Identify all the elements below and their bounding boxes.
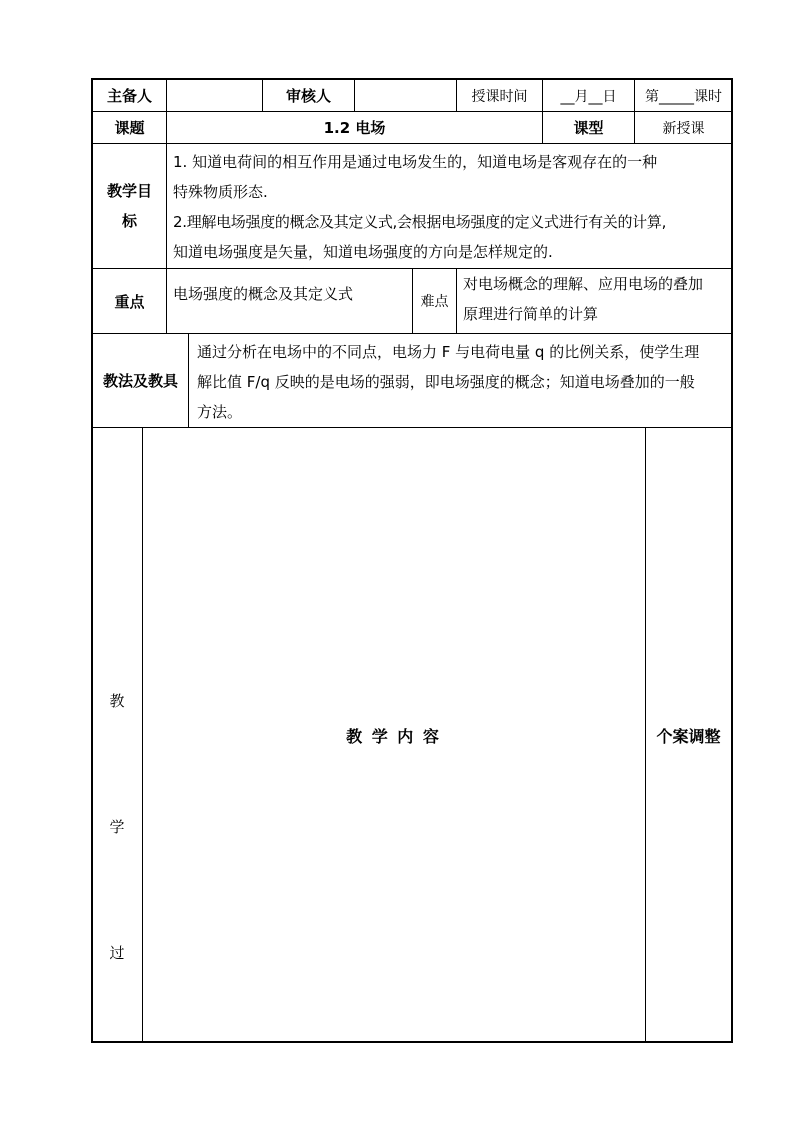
key-point-value: [167, 269, 413, 334]
period-value[interactable]: 第_____课时: [635, 80, 733, 112]
lesson-type-value: 新授课: [635, 112, 733, 144]
preparer-value[interactable]: [167, 80, 263, 112]
objective-item-2-line1: 2.理解电场强度的概念及其定义式,会根据电场强度的定义式进行有关的计算,: [173, 213, 667, 231]
preparer-label: 主备人: [93, 80, 167, 112]
difficult-line-1: 对电场概念的理解、应用电场的叠加: [463, 275, 704, 293]
objectives-label: [93, 144, 167, 269]
lesson-plan-table: [92, 79, 732, 1042]
objective-item-1-line2: 特殊物质形态.: [173, 183, 268, 201]
objectives-label-line1: 教学目: [106, 182, 152, 200]
objectives-label-line2: 标: [121, 212, 137, 230]
reviewer-label: 审核人: [263, 80, 355, 112]
process-char-1: 教: [109, 692, 125, 710]
difficult-point-value: [457, 269, 733, 334]
methods-line-3: 方法。: [197, 403, 243, 421]
topic-value: 1.2 电场: [167, 112, 543, 144]
key-point-text: 电场强度的概念及其定义式: [173, 285, 354, 303]
objective-item-1-line1: 1. 知道电荷间的相互作用是通过电场发生的，知道电场是客观存在的一种: [173, 153, 658, 171]
case-adjust-area[interactable]: [646, 428, 733, 1043]
process-char-2: 学: [109, 818, 125, 836]
reviewer-value[interactable]: [355, 80, 457, 112]
difficult-point-label: 难点: [413, 269, 457, 334]
case-adjust-label: 个案调整: [656, 727, 721, 746]
teaching-content-area[interactable]: [143, 428, 646, 1043]
methods-content: [189, 334, 733, 428]
objective-item-2-line2: 知道电场强度是矢量，知道电场强度的方向是怎样规定的.: [173, 243, 553, 261]
teaching-content-label: 教 学 内 容: [346, 727, 441, 746]
time-label: 授课时间: [457, 80, 543, 112]
objectives-content: [167, 144, 733, 269]
methods-label: 教法及教具: [93, 334, 189, 428]
date-value[interactable]: __月__日: [543, 80, 635, 112]
lesson-type-label: 课型: [543, 112, 635, 144]
process-label: [93, 428, 143, 1043]
difficult-line-2: 原理进行简单的计算: [463, 305, 599, 323]
methods-line-1: 通过分析在电场中的不同点，电场力 F 与电荷电量 q 的比例关系，使学生理: [197, 343, 700, 361]
key-point-label: 重点: [93, 269, 167, 334]
process-char-3: 过: [109, 944, 125, 962]
methods-line-2: 解比值 F/q 反映的是电场的强弱，即电场强度的概念；知道电场叠加的一般: [197, 373, 695, 391]
topic-label: 课题: [93, 112, 167, 144]
